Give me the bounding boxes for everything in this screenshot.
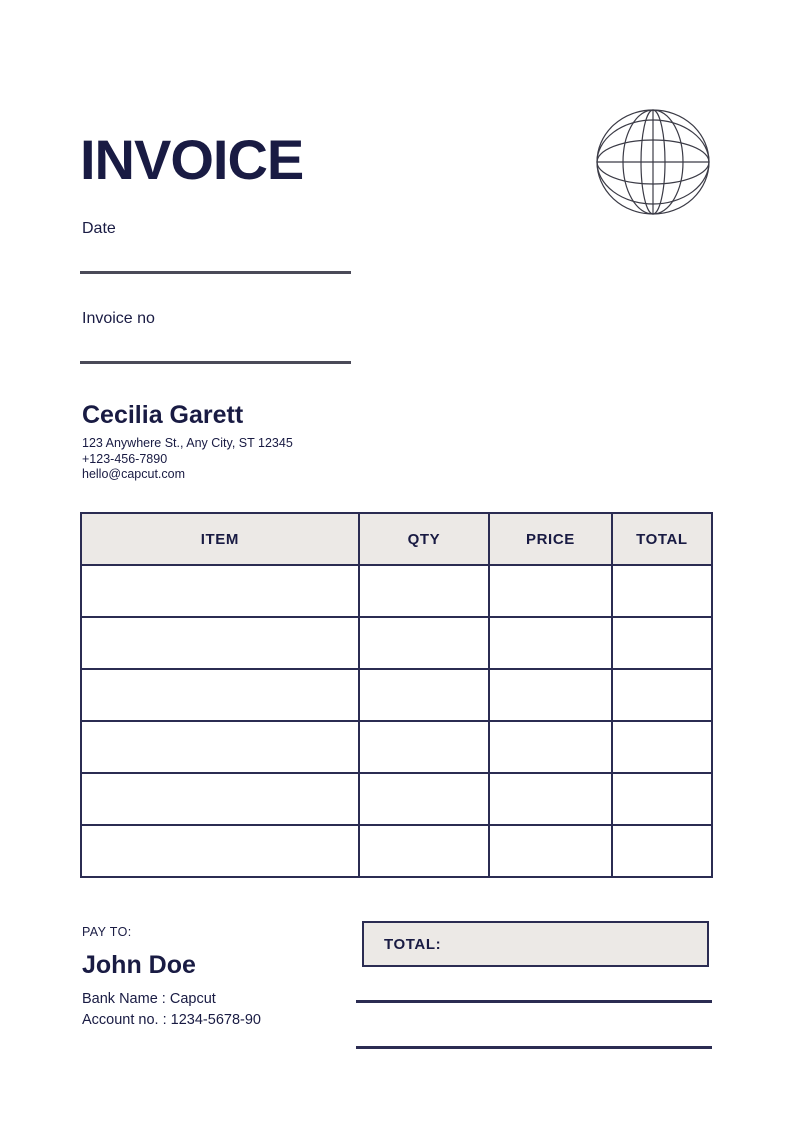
account-number: Account no. : 1234-5678-90: [82, 1012, 261, 1028]
pay-to-label: PAY TO:: [82, 925, 132, 939]
sender-email: hello@capcut.com: [82, 467, 186, 481]
cell-item[interactable]: [81, 617, 359, 669]
column-header-item: ITEM: [81, 513, 359, 565]
cell-qty[interactable]: [359, 721, 489, 773]
cell-price[interactable]: [489, 565, 612, 617]
table-row: [81, 565, 712, 617]
table-body: [81, 565, 712, 877]
table-row: [81, 773, 712, 825]
table-row: [81, 721, 712, 773]
table-header: [81, 513, 712, 565]
date-label: Date: [82, 220, 116, 237]
cell-item[interactable]: [81, 721, 359, 773]
cell-price[interactable]: [489, 721, 612, 773]
page-title: INVOICE: [80, 128, 304, 191]
column-header-price: PRICE: [489, 513, 612, 565]
signature-rule-1[interactable]: [356, 1000, 712, 1003]
cell-total[interactable]: [612, 721, 712, 773]
cell-total[interactable]: [612, 773, 712, 825]
sender-details: [82, 436, 293, 483]
table-row: [81, 669, 712, 721]
payee-name: John Doe: [82, 951, 196, 979]
cell-qty[interactable]: [359, 825, 489, 877]
cell-total[interactable]: [612, 669, 712, 721]
cell-price[interactable]: [489, 617, 612, 669]
invoice-no-input-rule[interactable]: [80, 361, 351, 364]
date-input-rule[interactable]: [80, 271, 351, 274]
bank-details: [82, 989, 261, 1031]
cell-price[interactable]: [489, 825, 612, 877]
sender-address: 123 Anywhere St., Any City, ST 12345: [82, 436, 293, 450]
cell-item[interactable]: [81, 773, 359, 825]
cell-price[interactable]: [489, 669, 612, 721]
cell-qty[interactable]: [359, 773, 489, 825]
cell-total[interactable]: [612, 825, 712, 877]
column-header-total: TOTAL: [612, 513, 712, 565]
globe-icon: [591, 104, 715, 220]
signature-rule-2[interactable]: [356, 1046, 712, 1049]
cell-total[interactable]: [612, 565, 712, 617]
bank-name: Bank Name : Capcut: [82, 991, 216, 1007]
line-items-table: [80, 512, 713, 878]
sender-phone: +123-456-7890: [82, 451, 168, 466]
table-row: [81, 825, 712, 877]
cell-item[interactable]: [81, 825, 359, 877]
cell-item[interactable]: [81, 669, 359, 721]
cell-total[interactable]: [612, 617, 712, 669]
sender-name: Cecilia Garett: [82, 401, 244, 429]
table-header-row: [81, 513, 712, 565]
table-row: [81, 617, 712, 669]
cell-qty[interactable]: [359, 565, 489, 617]
cell-qty[interactable]: [359, 617, 489, 669]
column-header-qty: QTY: [359, 513, 489, 565]
cell-qty[interactable]: [359, 669, 489, 721]
invoice-no-label: Invoice no: [82, 310, 155, 327]
total-box: [362, 921, 709, 967]
total-label: TOTAL:: [384, 935, 442, 953]
cell-price[interactable]: [489, 773, 612, 825]
cell-item[interactable]: [81, 565, 359, 617]
